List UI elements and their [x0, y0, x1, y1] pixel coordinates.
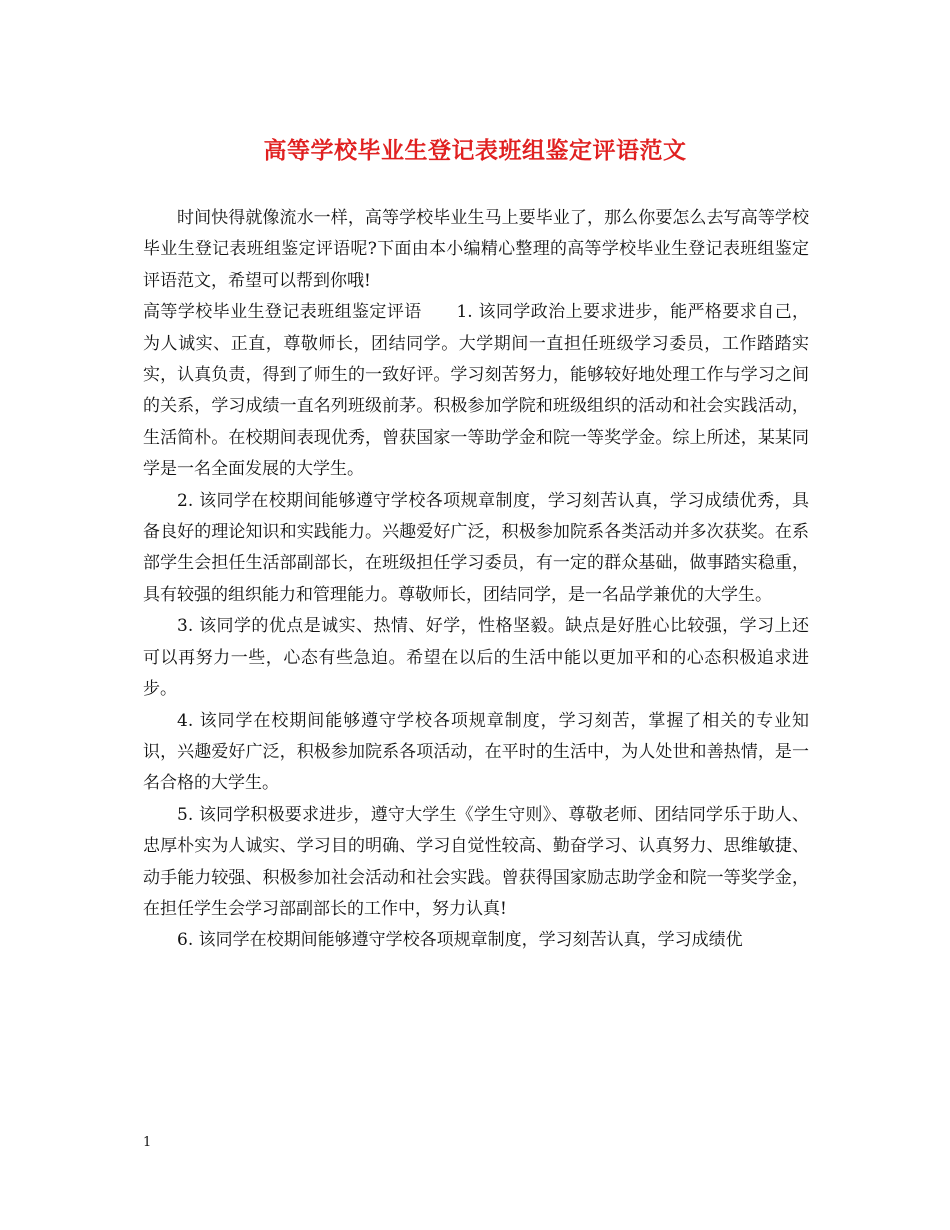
document-title: 高等学校毕业生登记表班组鉴定评语范文	[263, 137, 687, 164]
paragraph-intro: 时间快得就像流水一样，高等学校毕业生马上要毕业了，那么你要怎么去写高等学校毕业生登记表班组鉴定评语呢?下面由本小编精心整理的高等学校毕业生登记表班组鉴定评语范文，希望可以帮到你哦!	[143, 208, 809, 291]
paragraph-item-6: 6. 该同学在校期间能够遵守学校各项规章制度，学习刻苦认真，学习成绩优	[177, 930, 743, 951]
paragraph-item-1: 高等学校毕业生登记表班组鉴定评语 1. 该同学政治上要求进步，能严格要求自己，为人诚实、正直，尊敬师长，团结同学。大学期间一直担任班级学习委员，工作踏踏实实，认真负责，得到了师生的一致好评。学习刻苦努力，能够较好地处理工作与学习之间的关系，学习成绩一直名列班级前茅。积极参加学院和班级组织的活动和社会实践活动，生活简朴。在校期间表现优秀，曾获国家一等助学金和院一等奖学金。综上所述，某某同学是一名全面发展的大学生。	[143, 302, 809, 480]
page-number: 1	[143, 1135, 152, 1150]
paragraph-item-5: 5. 该同学积极要求进步，遵守大学生《学生守则》、尊敬老师、团结同学乐于助人、忠厚朴实为人诚实、学习目的明确、学习自觉性较高、勤奋学习、认真努力、思维敏捷、动手能力较强、积极参加社会活动和社会实践。曾获得国家励志助学金和院一等奖学金，在担任学生会学习部副部长的工作中，努力认真!	[143, 804, 809, 919]
paragraph-item-3: 3. 该同学的优点是诚实、热情、好学，性格坚毅。缺点是好胜心比较强，学习上还可以再努力一些，心态有些急迫。希望在以后的生活中能以更加平和的心态积极追求进步。	[143, 616, 809, 700]
paragraph-item-2: 2. 该同学在校期间能够遵守学校各项规章制度，学习刻苦认真，学习成绩优秀，具备良好的理论知识和实践能力。兴趣爱好广泛，积极参加院系各类活动并多次获奖。在系部学生会担任生活部副部长，在班级担任学习委员，有一定的群众基础，做事踏实稳重，具有较强的组织能力和管理能力。尊敬师长，团结同学，是一名品学兼优的大学生。	[143, 490, 809, 605]
document-body	[143, 203, 809, 957]
paragraph-item-4: 4. 该同学在校期间能够遵守学校各项规章制度，学习刻苦，掌握了相关的专业知识，兴趣爱好广泛，积极参加院系各项活动，在平时的生活中，为人处世和善热情，是一名合格的大学生。	[143, 710, 809, 794]
